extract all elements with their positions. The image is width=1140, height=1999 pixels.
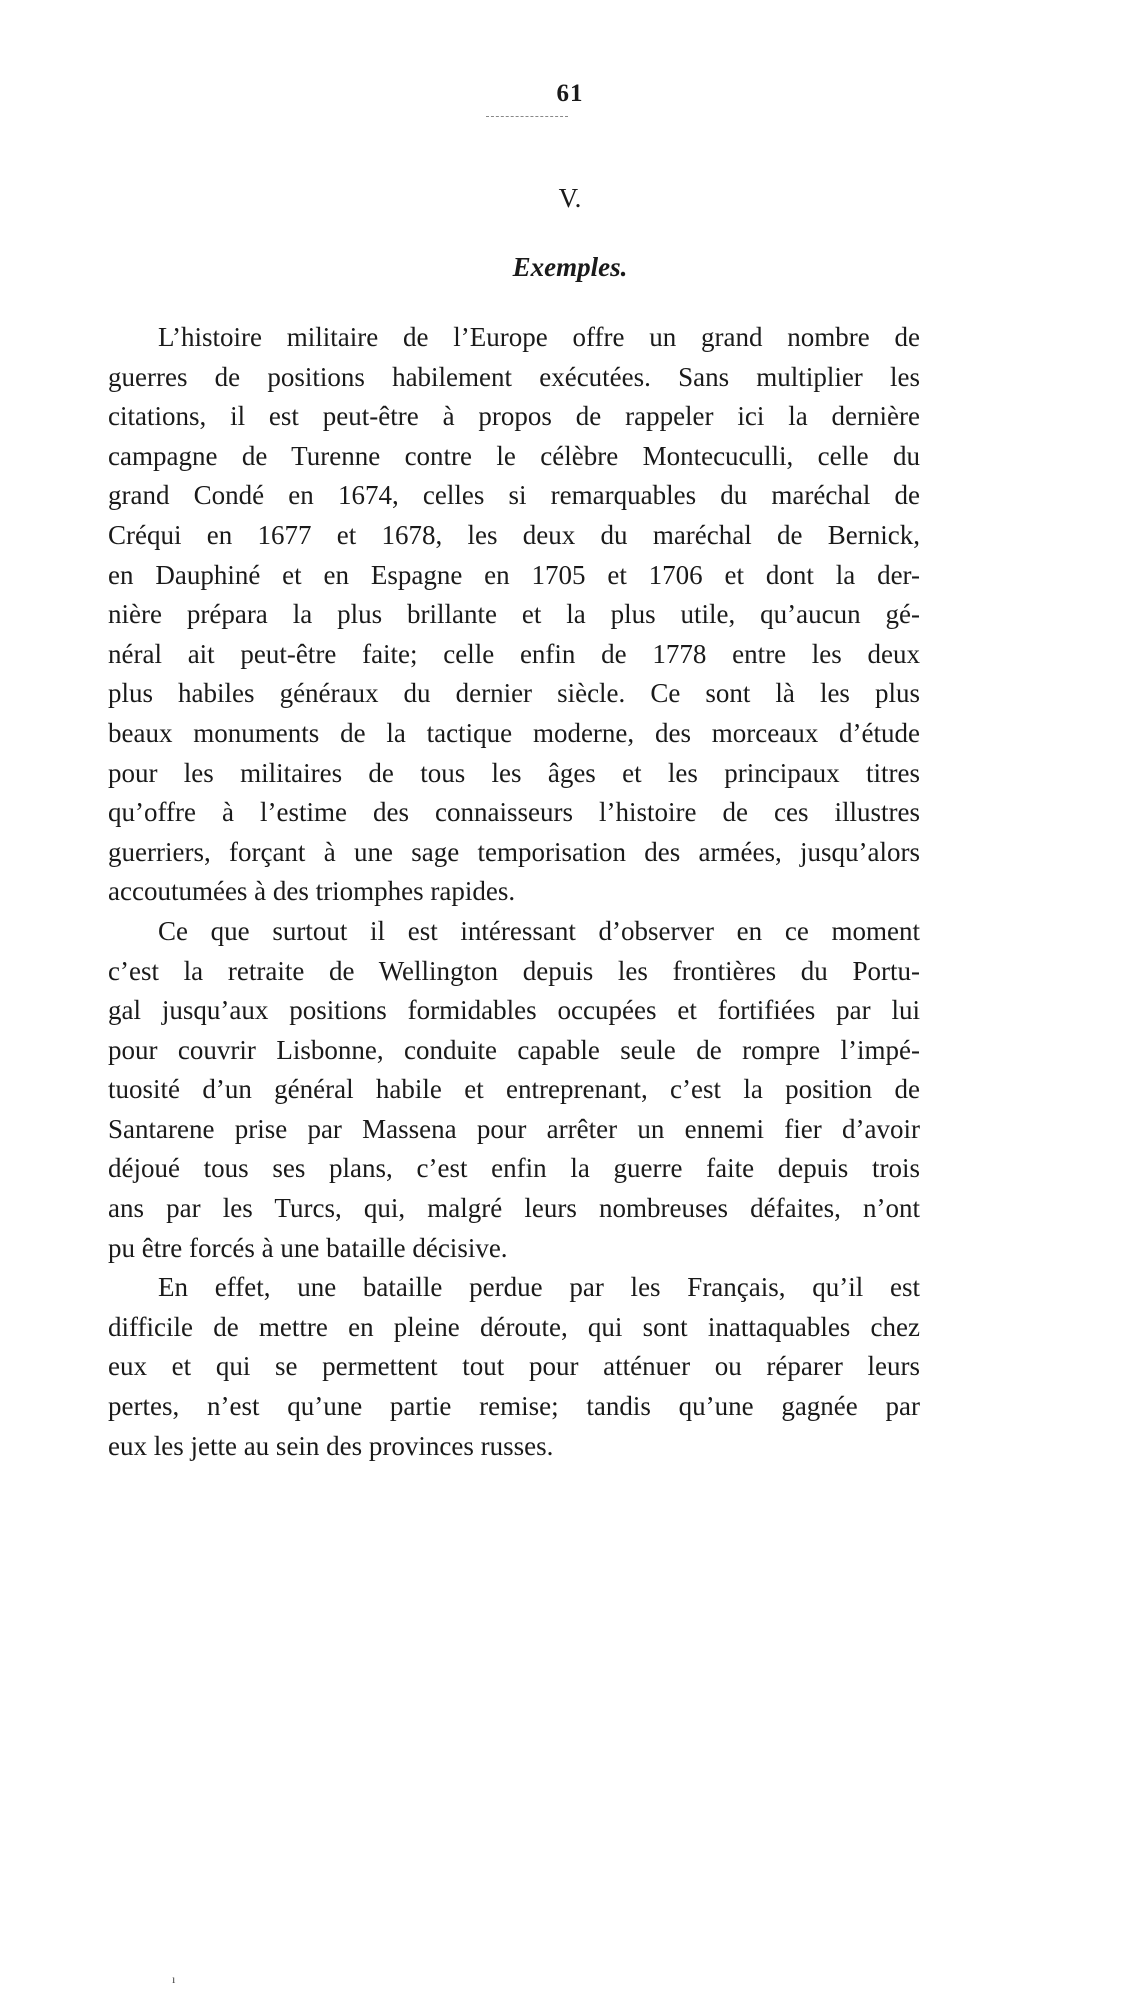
text-line: eux et qui se permettent tout pour atténuer ou réparer leurs (108, 1351, 920, 1382)
text-line: plus habiles généraux du dernier siècle. Ce sont là les plus (108, 678, 920, 709)
text-line: Créqui en 1677 et 1678, les deux du maréchal de Bernick, (108, 519, 920, 550)
text-line: c’est la retraite de Wellington depuis les frontières du Portu- (108, 955, 920, 986)
text-line: Ce que surtout il est intéressant d’observer en ce moment (158, 915, 920, 946)
text-line: pu être forcés à une bataille décisive. (108, 1232, 508, 1263)
text-line: guerres de positions habilement exécutées. Sans multiplier les (108, 361, 920, 392)
text-line: néral ait peut-être faite; celle enfin de 1778 entre les deux (108, 638, 920, 669)
paragraph-2 (108, 912, 920, 1268)
text-line: beaux monuments de la tactique moderne, des morceaux d’étude (108, 717, 920, 748)
text-line: guerriers, forçant à une sage temporisation des armées, jusqu’alors (108, 836, 920, 867)
text-line: difficile de mettre en pleine déroute, qui sont inattaquables chez (108, 1311, 920, 1342)
chapter-numeral: V. (558, 183, 582, 213)
text-line: accoutumées à des triomphes rapides. (108, 876, 516, 907)
text-line: pour les militaires de tous les âges et les principaux titres (108, 757, 920, 788)
text-line: pour couvrir Lisbonne, conduite capable seule de rompre l’impé- (108, 1034, 920, 1065)
text-line: campagne de Turenne contre le célèbre Montecuculli, celle du (108, 440, 920, 471)
text-line: pertes, n’est qu’une partie remise; tandis qu’une gagnée par (108, 1391, 920, 1422)
text-line: L’histoire militaire de l’Europe offre un grand nombre de (158, 322, 920, 352)
text-line: Santarene prise par Massena pour arrêter un ennemi fier d’avoir (108, 1113, 920, 1144)
body-text (108, 318, 920, 1466)
print-speck: ı (172, 1972, 176, 1986)
text-line: gal jusqu’aux positions formidables occupées et fortifiées par lui (108, 995, 920, 1026)
text-line: ans par les Turcs, qui, malgré leurs nombreuses défaites, n’ont (108, 1193, 920, 1224)
text-line: qu’offre à l’estime des connaisseurs l’histoire de ces illustres (108, 797, 920, 828)
page-number-rule (486, 116, 568, 117)
text-line: grand Condé en 1674, celles si remarquables du maréchal de (108, 480, 920, 511)
text-line: tuosité d’un général habile et entreprenant, c’est la position de (108, 1074, 920, 1105)
paragraph-1 (108, 318, 920, 912)
text-line: citations, il est peut-être à propos de rappeler ici la dernière (108, 401, 920, 432)
page-number: 61 (556, 80, 584, 107)
text-line: En effet, une bataille perdue par les Français, qu’il est (158, 1272, 920, 1303)
text-line: en Dauphiné et en Espagne en 1705 et 1706 et dont la der- (108, 559, 920, 590)
text-line: déjoué tous ses plans, c’est enfin la guerre faite depuis trois (108, 1153, 920, 1184)
text-line: nière prépara la plus brillante et la plus utile, qu’aucun gé- (108, 599, 920, 630)
section-title: Exemples. (512, 252, 628, 282)
text-line: eux les jette au sein des provinces russes. (108, 1430, 554, 1461)
paragraph-3 (108, 1268, 920, 1466)
